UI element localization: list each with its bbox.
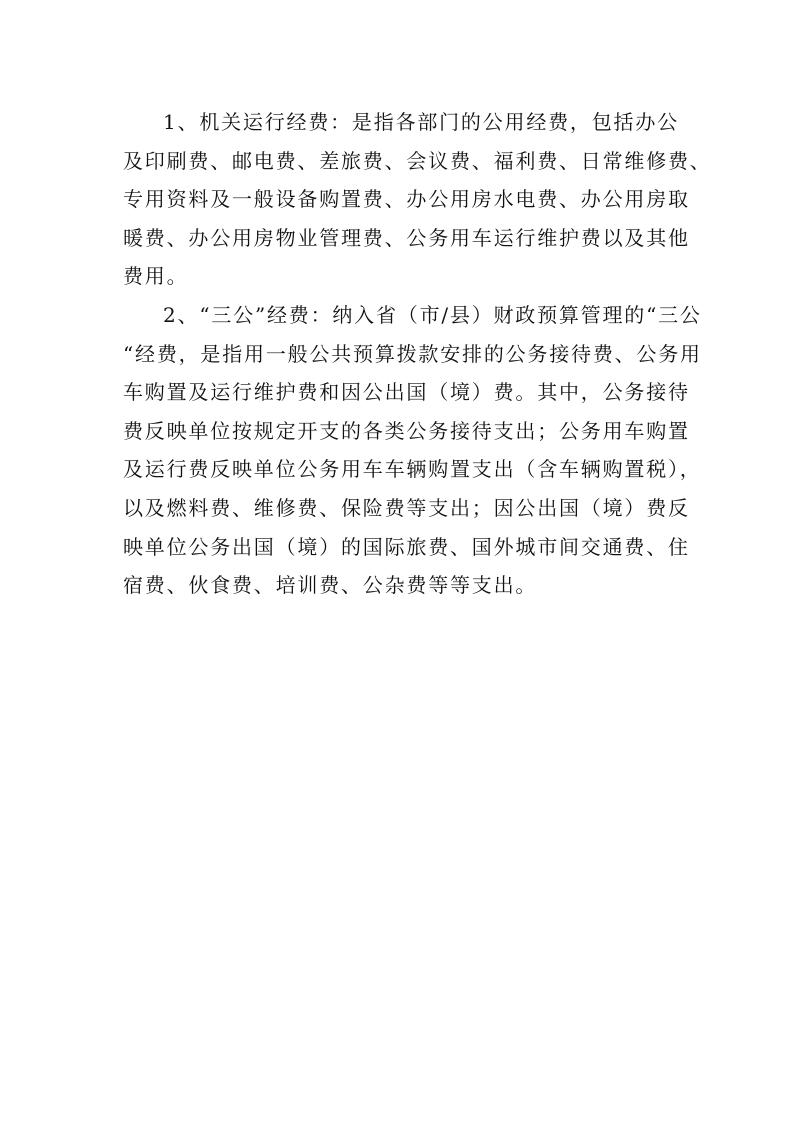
paragraph-line: “经费，是指用一般公共预算拨款安排的公务接待费、公务用 (123, 341, 702, 366)
paragraph-line: 费用。 (123, 264, 189, 289)
paragraph-line: 费反映单位按规定开支的各类公务接待支出；公务用车购置 (123, 418, 690, 443)
paragraph-line: 及运行费反映单位公务用车车辆购置支出（含车辆购置税）， (123, 457, 702, 482)
paragraph-line: 映单位公务出国（境）的国际旅费、国外城市间交通费、住 (123, 534, 690, 559)
document-body (123, 103, 712, 605)
paragraph-line: 暖费、办公用房物业管理费、公务用车运行维护费以及其他 (123, 225, 690, 250)
paragraph-line: 2、“三公”经费：纳入省（市/县）财政预算管理的“三公 (163, 302, 702, 327)
paragraph-line: 车购置及运行维护费和因公出国（境）费。其中，公务接待 (123, 380, 690, 405)
paragraph-operating-expenses (123, 103, 712, 296)
paragraph-line: 专用资料及一般设备购置费、办公用房水电费、办公用房取 (123, 187, 690, 212)
paragraph-line: 宿费、伙食费、培训费、公杂费等等支出。 (123, 573, 538, 598)
paragraph-three-public-expenses (123, 296, 702, 605)
paragraph-line: 及印刷费、邮电费、差旅费、会议费、福利费、日常维修费、 (123, 148, 712, 173)
paragraph-line: 1、机关运行经费：是指各部门的公用经费，包括办公 (163, 110, 679, 134)
paragraph-line: 以及燃料费、维修费、保险费等支出；因公出国（境）费反 (123, 495, 690, 520)
